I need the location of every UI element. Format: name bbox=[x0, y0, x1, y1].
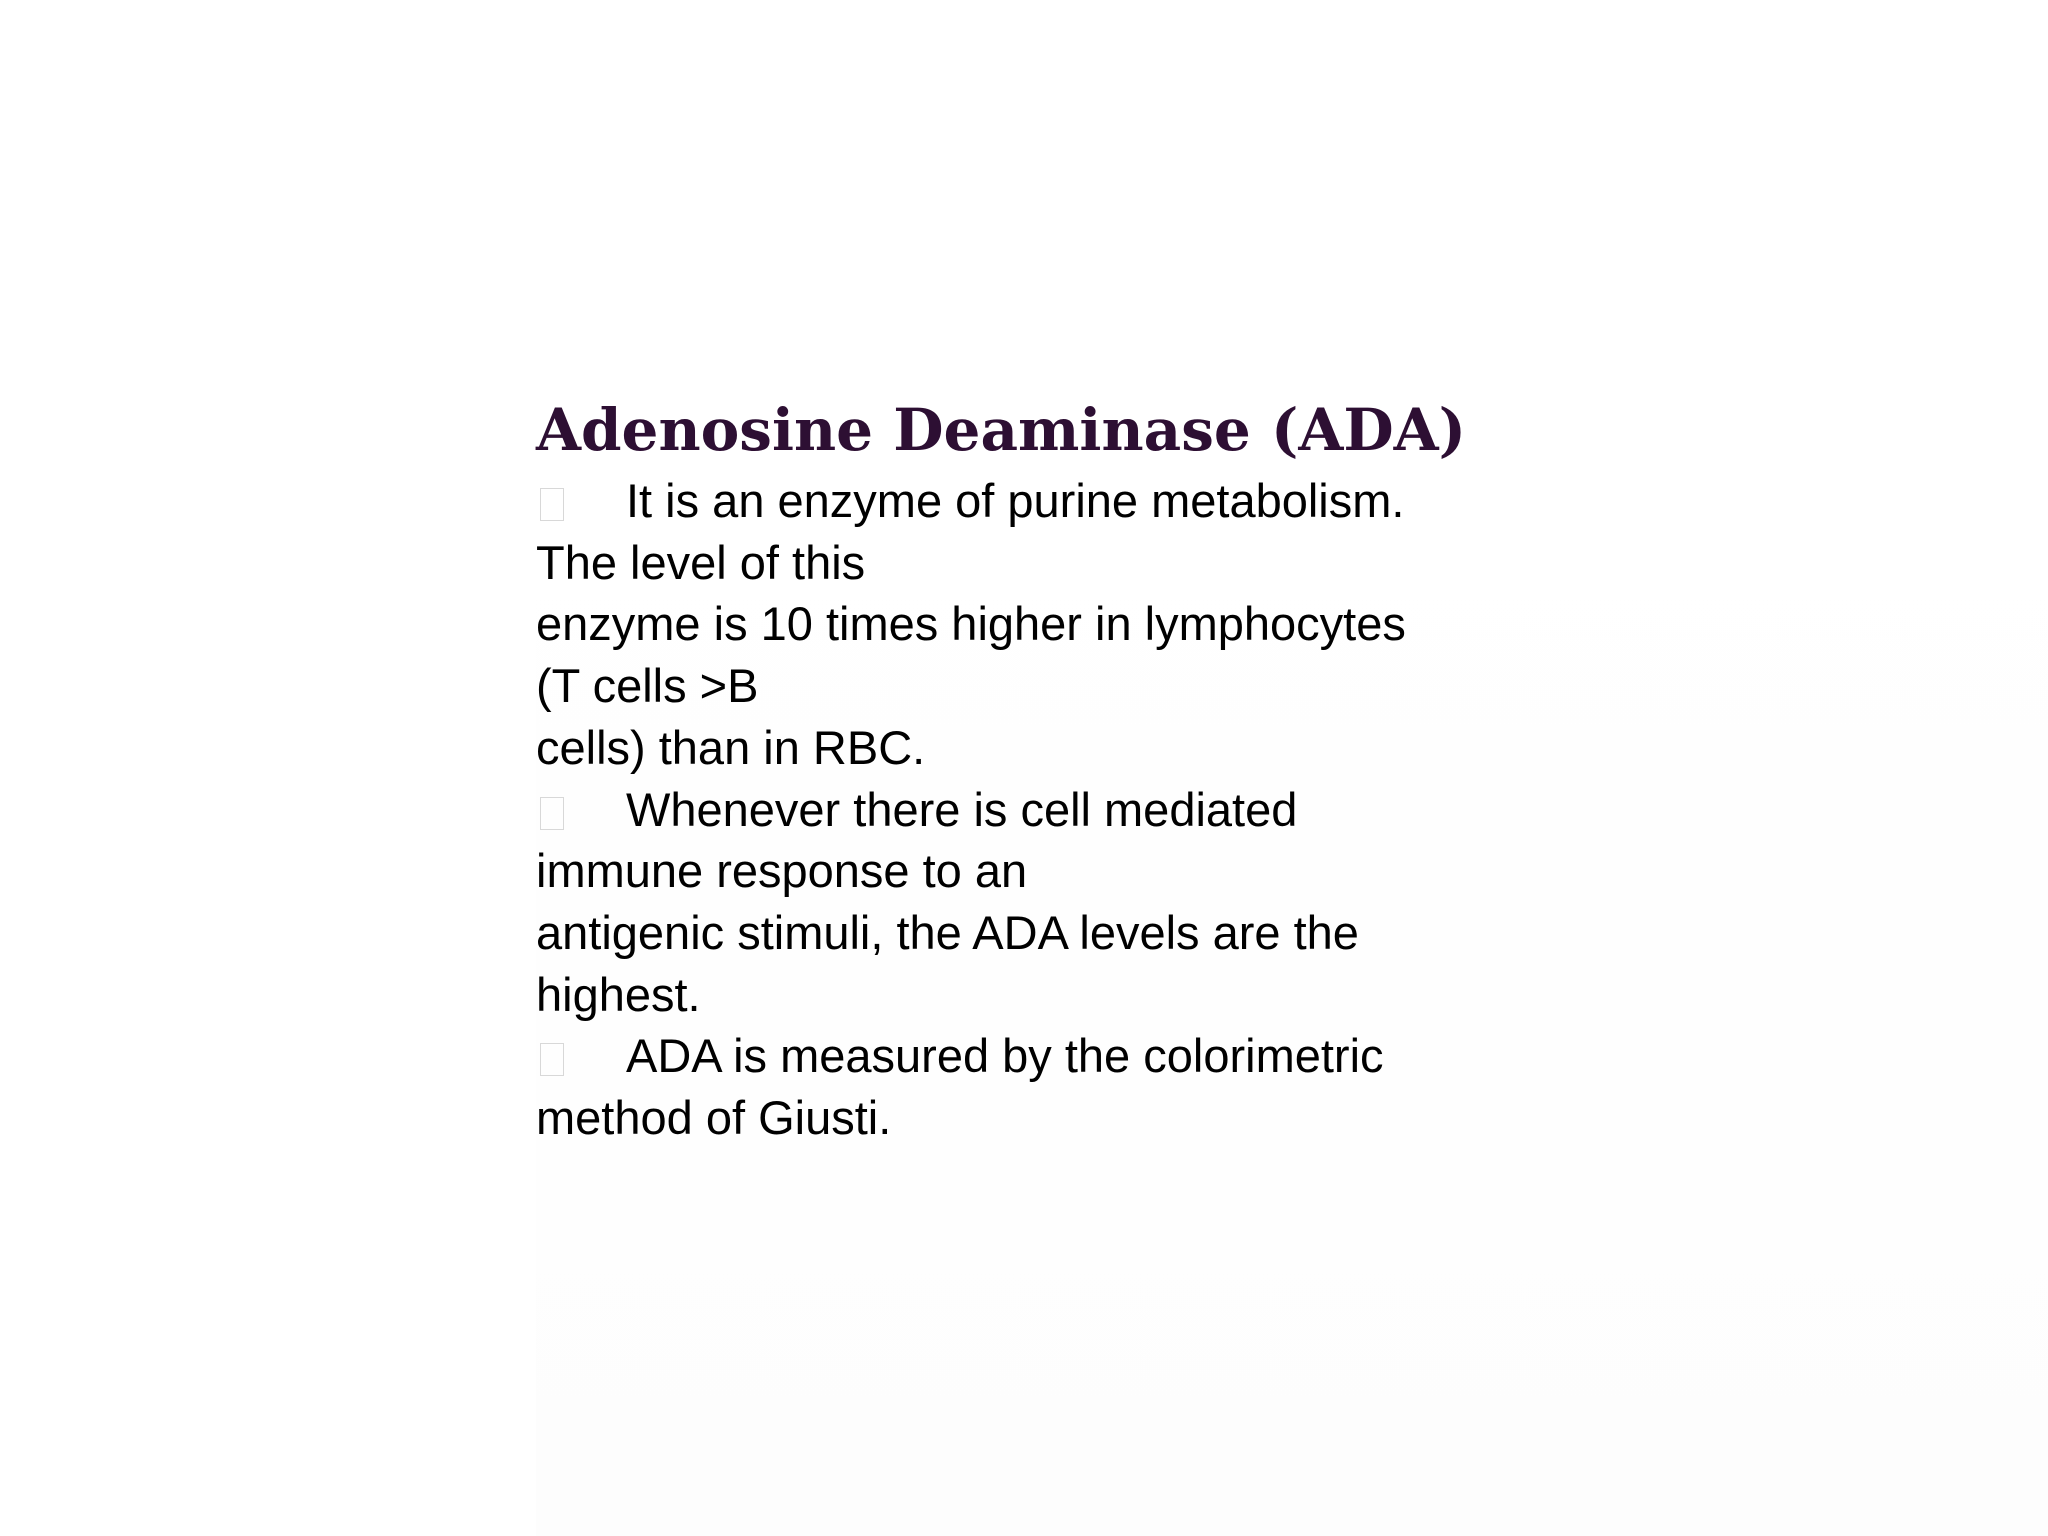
bullet-line: enzyme is 10 times higher in lymphocytes bbox=[536, 597, 1406, 651]
bullet-line: antigenic stimuli, the ADA levels are the bbox=[536, 905, 1359, 959]
empty-box-bullet-icon bbox=[540, 488, 564, 521]
bullet-item-1 bbox=[536, 470, 1556, 779]
empty-box-bullet-icon bbox=[540, 1043, 564, 1076]
slide-title: Adenosine Deaminase (ADA) bbox=[536, 396, 1467, 464]
bullet-line bbox=[536, 470, 1556, 532]
bullet-line: (T cells >B bbox=[536, 659, 759, 713]
bullet-line: method of Giusti. bbox=[536, 1091, 892, 1145]
bullet-line: The level of this bbox=[536, 535, 866, 589]
bullet-text: It is an enzyme of purine metabolism. bbox=[626, 474, 1405, 527]
bullet-line bbox=[536, 1025, 1556, 1087]
bullet-line: cells) than in RBC. bbox=[536, 720, 926, 774]
slide-content bbox=[536, 390, 1556, 1149]
bullet-text: Whenever there is cell mediated bbox=[626, 782, 1298, 836]
bullet-text: ADA is measured by the colorimetric bbox=[626, 1029, 1384, 1083]
bullet-line: highest. bbox=[536, 967, 701, 1021]
empty-box-bullet-icon bbox=[540, 797, 564, 830]
bullet-item-3 bbox=[536, 1025, 1556, 1148]
bullet-line: immune response to an bbox=[536, 844, 1028, 898]
bullet-item-2 bbox=[536, 779, 1556, 1026]
bullet-line bbox=[536, 779, 1556, 841]
